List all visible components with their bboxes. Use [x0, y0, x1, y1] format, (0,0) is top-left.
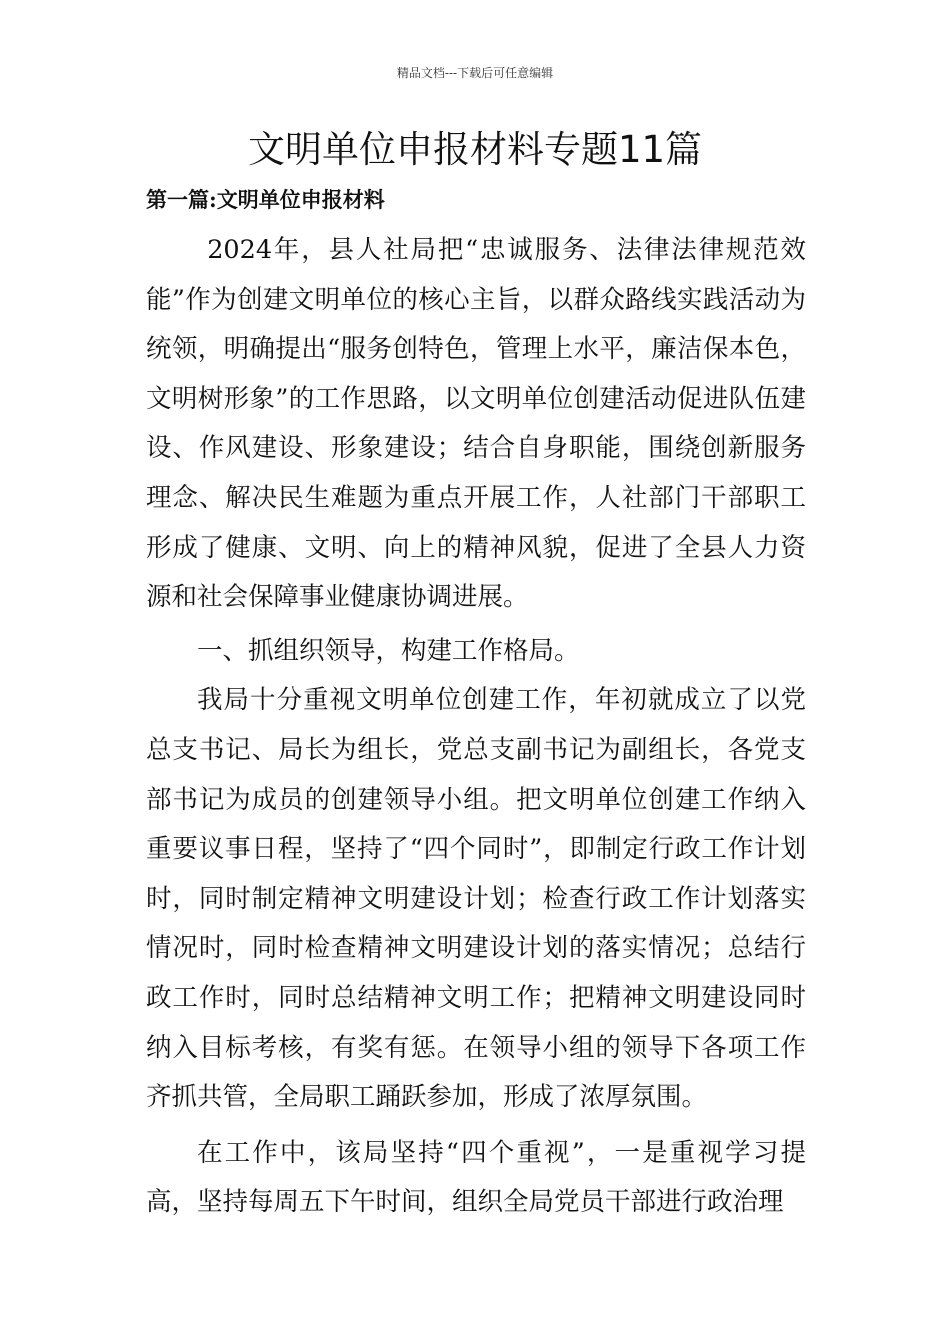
subsection-heading: 一、抓组织领导，构建工作格局。	[197, 635, 580, 666]
body-paragraph: 我局十分重视文明单位创建工作，年初就成立了以党总支书记、局长为组长，党总支副书记为副组长，各党支部书记为成员的创建领导小组。把文明单位创建工作纳入重要议事日程，坚持了“四个同时”，即制定行政工作计划时，同时制定精神文明建设计划；检查行政工作计划落实情况时，同时检查精神文明建设计划的落实情况；总结行政工作时，同时总结精神文明工作；把精神文明建设同时纳入目标考核，有奖有惩。在领导小组的领导下各项工作齐抓共管，全局职工踊跃参加，形成了浓厚氛围。	[146, 685, 806, 1113]
page-header-note: 精品文档---下载后可任意编辑	[396, 66, 554, 80]
document-title: 文明单位申报材料专题11篇	[247, 128, 703, 171]
body-paragraph: 在工作中，该局坚持“四个重视”，一是重视学习提高，坚持每周五下午时间，组织全局党员干部进行政治理	[146, 1137, 806, 1218]
section-title: 第一篇:文明单位申报材料	[146, 187, 385, 212]
document-body	[146, 226, 806, 1228]
body-paragraph: 2024年，县人社局把“忠诚服务、法律法律规范效能”作为创建文明单位的核心主旨，以群众路线实践活动为统领，明确提出“服务创特色，管理上水平，廉洁保本色，文明树形象”的工作思路，以文明单位创建活动促进队伍建设、作风建设、形象建设；结合自身职能，围绕创新服务理念、解决民生难题为重点开展工作，人社部门干部职工形成了健康、文明、向上的精神风貌，促进了全县人力资源和社会保障事业健康协调进展。	[146, 235, 806, 613]
